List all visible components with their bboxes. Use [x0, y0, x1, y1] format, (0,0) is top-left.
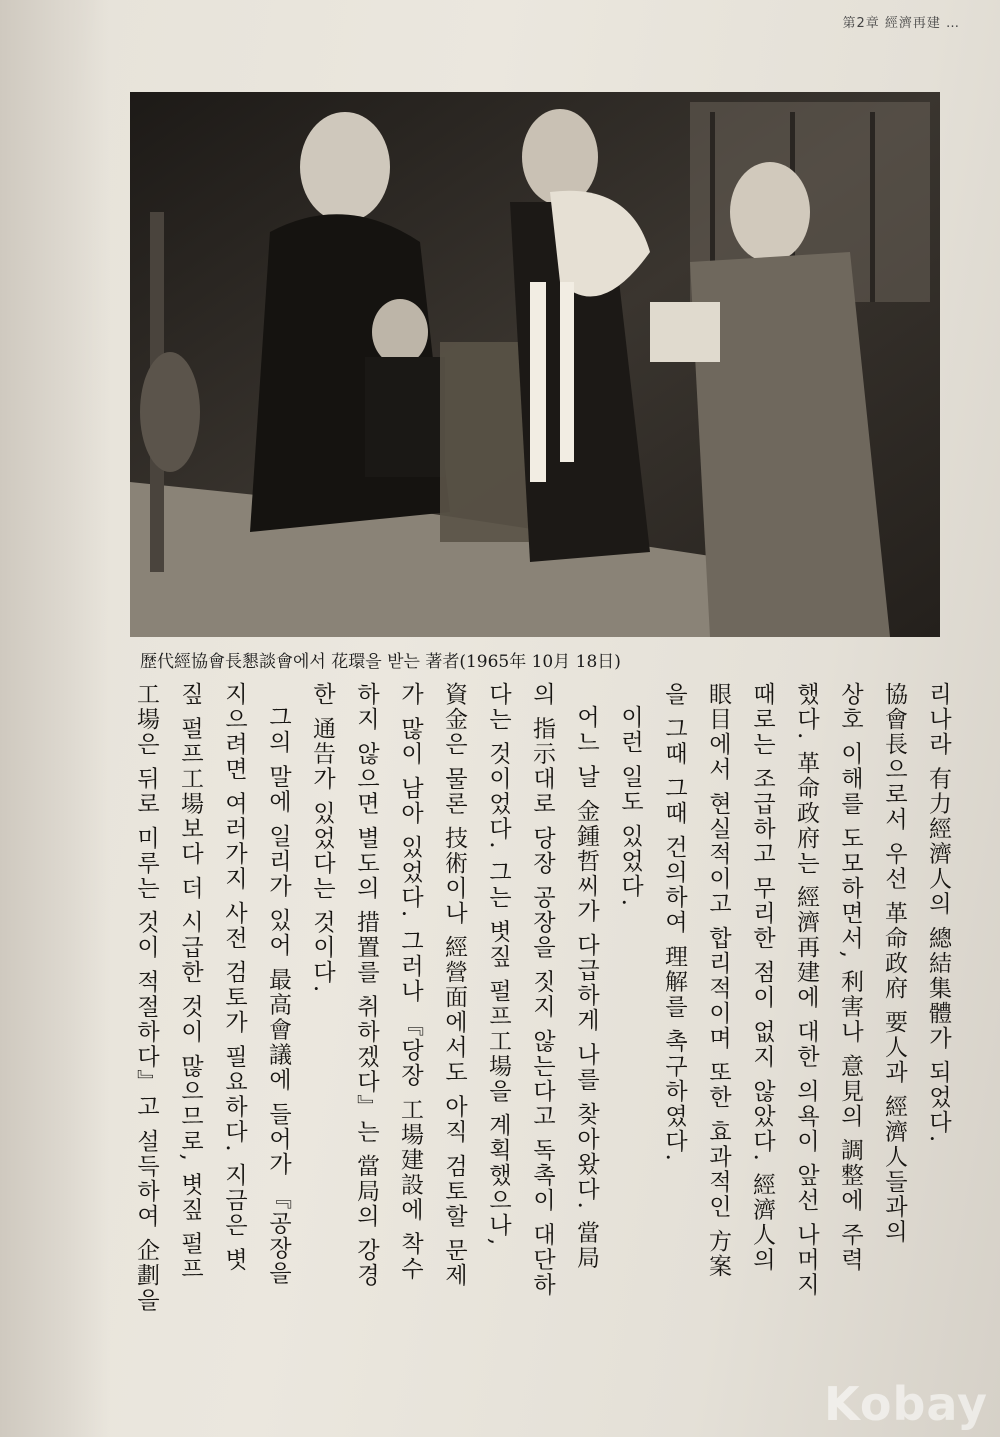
body-column: 했다. 革命政府는 經濟再建에 대한 의욕이 앞선 나머지: [793, 682, 819, 1298]
body-column: 지으려면 여러가지 사전 검토가 필요하다. 지금은 볏: [221, 682, 247, 1273]
photograph-icon: [130, 92, 940, 637]
body-column: 때로는 조급하고 무리한 점이 없지 않았다. 經濟人의: [749, 682, 775, 1273]
body-column: 가 많이 남아 있었다. 그러나 『당장 工場建設에 착수: [397, 682, 423, 1282]
running-header: 第2章 經濟再建 …: [842, 16, 960, 31]
body-column: 그의 말에 일리가 있어 最高會議에 들어가 『공장을: [265, 705, 291, 1286]
body-column: 이런 일도 있었다.: [617, 705, 643, 908]
body-column: 한 通告가 있었다는 것이다.: [309, 682, 335, 995]
body-column: 工場은 뒤로 미루는 것이 적절하다』고 설득하여 企劃을: [133, 682, 159, 1313]
body-column: 資金은 물론 技術이나 經營面에서도 아직 검토할 문제: [441, 682, 467, 1288]
photo-caption: 歷代經協會長懇談會에서 花環을 받는 著者(1965年 10月 18日): [140, 652, 621, 672]
body-column: 리나라 有力經濟人의 總結集體가 되었다.: [925, 682, 951, 1145]
body-column: 協會長으로서 우선 革命政府 要人과 經濟人들과의: [881, 682, 907, 1245]
body-column: 짚 펄프工場보다 더 시급한 것이 많으므로, 볏짚 펄프: [177, 682, 203, 1282]
body-column: 다는 것이었다. 그는 볏짚 펄프工場을 계획했으나,: [485, 682, 511, 1248]
body-column: 하지 않으면 별도의 措置를 취하겠다』는 當局의 강경: [353, 682, 379, 1288]
body-column: 상호 이해를 도모하면서, 利害나 意見의 調整에 주력: [837, 682, 863, 1273]
article-body: [80, 682, 960, 1412]
body-column: 어느 날 金鍾哲씨가 다급하게 나를 찾아왔다. 當局: [573, 705, 599, 1271]
body-column: 의 指示대로 당장 공장을 짓지 않는다고 독촉이 대단하: [529, 682, 555, 1298]
ceremony-photo: [130, 92, 940, 637]
watermark-logo: Kobay: [824, 1377, 988, 1431]
body-column: 眼目에서 현실적이고 합리적이며 또한 효과적인 方案: [705, 682, 731, 1279]
body-column: 을 그때 그때 건의하여 理解를 촉구하였다.: [661, 682, 687, 1163]
